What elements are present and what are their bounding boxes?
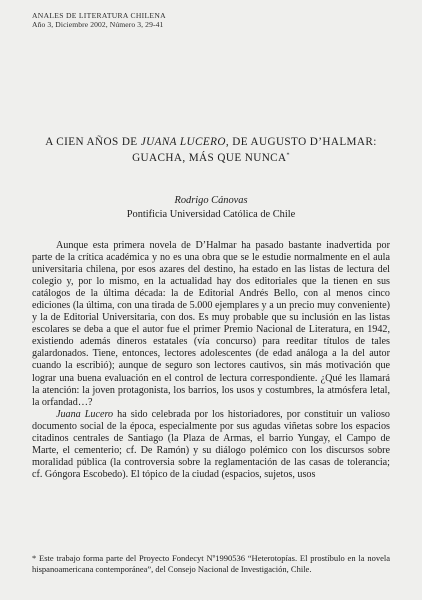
author-affiliation: Pontificia Universidad Católica de Chile (126, 208, 296, 220)
subtitle-line (0, 151, 422, 167)
byline (0, 195, 422, 221)
paragraph-2 (32, 409, 390, 481)
author-name: Rodrigo Cánovas (174, 195, 248, 206)
issue-info: Año 3, Diciembre 2002, Número 3, 29-41 (32, 20, 164, 30)
footnote: * Este trabajo forma parte del Proyecto Fondecyt Nº1990536 “Heterotopías. El prostíbulo en la novela hispanoamericana contemporánea”, del Consejo Nacional de Investigación, Chile. (32, 553, 390, 574)
paragraph-2-title: Juana Lucero (56, 408, 114, 420)
title-line (0, 135, 422, 151)
subtitle: GUACHA, MÁS QUE NUNCA (132, 151, 287, 164)
article-title (0, 135, 422, 166)
journal-name: ANALES DE LITERATURA CHILENA (32, 11, 166, 20)
title-prefix: A CIEN AÑOS DE (45, 136, 141, 148)
paragraph-2-text: ha sido celebrada por los historiadores, por constituir un valioso documento social de la época, especialmente por sus agudas viñetas sobre los espacios citadinos centrales de Santiago (la Plaza de Armas, el barrio Yungay, el Campo de Marte, el cementerio; cf. De Ramón) y su diálogo polémico con los discursos sobre moralidad pública (la controversia sobre la reglamentación de las casas de tolerancia; cf. Góngora Escobedo). El tópico de la ciudad (espacios, sujetos, usos (32, 408, 390, 480)
footnote-marker: * (286, 151, 290, 158)
running-head (32, 11, 166, 29)
paragraph-1: Aunque esta primera novela de D’Halmar ha pasado bastante inadvertida por parte de la crítica académica y no es una obra que se le estudie normalmente en el aula universitaria chilena, por esos azares del destino, ha estado en las listas de lectura del colegio y, por lo mismo, en la actualidad hay dos editoriales que la tienen en sus catálogos de la última década: la de Editorial Andrés Bello, con al menos cinco ediciones (la última, con una tirada de 5.000 ejemplares y a un precio muy conveniente) y la de Editorial Universitaria, con dos. Es muy probable que su inclusión en las listas escolares se deba a que el autor fue el primer Premio Nacional de Literatura, en 1942, existiendo además dineros estatales (vía concurso) para reeditar títulos de tales galardonados. Tiene, entonces, lectores adolescentes (de edad análoga a la del autor cuando la escribió); aunque de seguro son lectores cautivos, sin más motivación que lograr una buena evaluación en el control de lectura correspondiente. ¿Qué les llamará la atención: la joven protagonista, los barrios, los usos y costumbres, la atmósfera letal, la orfandad…? (32, 240, 390, 408)
title-suffix: , DE AUGUSTO D’HALMAR: (225, 136, 377, 148)
article-body (32, 240, 390, 481)
title-italic: JUANA LUCERO (140, 136, 226, 148)
